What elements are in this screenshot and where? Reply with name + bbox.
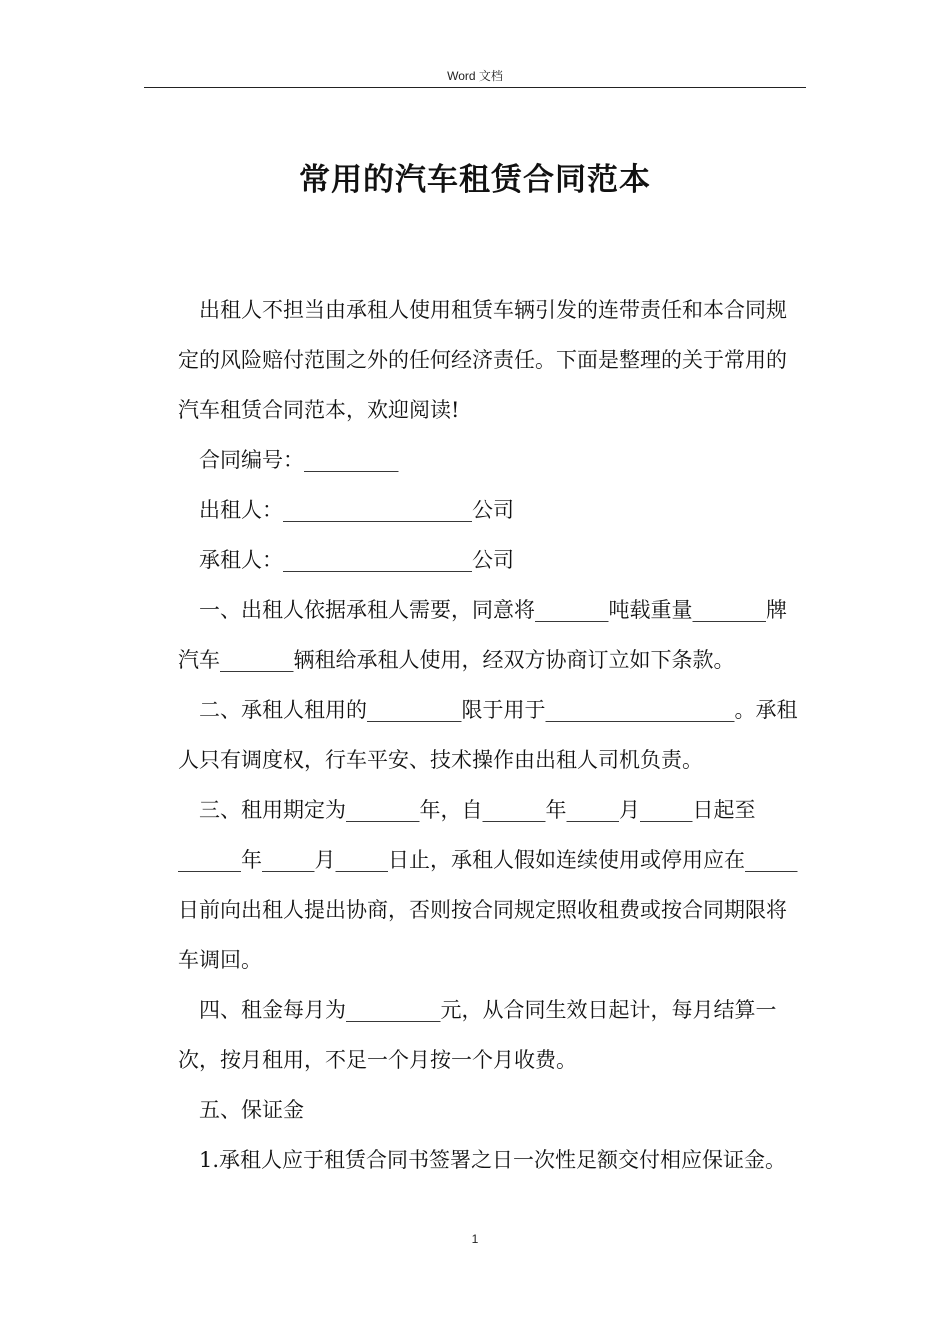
contract-number-line: 合同编号：_________ (199, 448, 399, 472)
page-number: 1 (471, 1232, 479, 1246)
page-header: Word 文档 (447, 69, 503, 83)
document-title: 常用的汽车租赁合同范本 (299, 162, 651, 198)
document-body (178, 285, 803, 1185)
clause-3: 三、租用期定为_______年，自______年_____月_____日起至______年_____月_____日止，承租人假如连续使用或停用应在_____日前向出租人提出协商，否则按合同规定照收租费或按合同期限将车调回。 (178, 798, 798, 972)
intro-paragraph: 出租人不担当由承租人使用租赁车辆引发的连带责任和本合同规定的风险赔付范围之外的任何经济责任。下面是整理的关于常用的汽车租赁合同范本，欢迎阅读! (178, 298, 787, 422)
clause-2: 二、承租人租用的_________限于用于__________________。承租人只有调度权，行车平安、技术操作由出租人司机负责。 (178, 698, 798, 772)
lessor-line: 出租人：__________________公司 (199, 498, 514, 522)
clause-5-heading: 五、保证金 (199, 1098, 304, 1122)
clause-5-item-1: 1.承租人应于租赁合同书签署之日一次性足额交付相应保证金。 (199, 1148, 787, 1172)
clause-4: 四、租金每月为_________元，从合同生效日起计，每月结算一次，按月租用，不足一个月按一个月收费。 (178, 998, 777, 1072)
header-rule (144, 87, 806, 88)
lessee-line: 承租人：__________________公司 (199, 548, 514, 572)
clause-1: 一、出租人依据承租人需要，同意将_______吨载重量_______牌汽车_______辆租给承租人使用，经双方协商订立如下条款。 (178, 598, 787, 672)
